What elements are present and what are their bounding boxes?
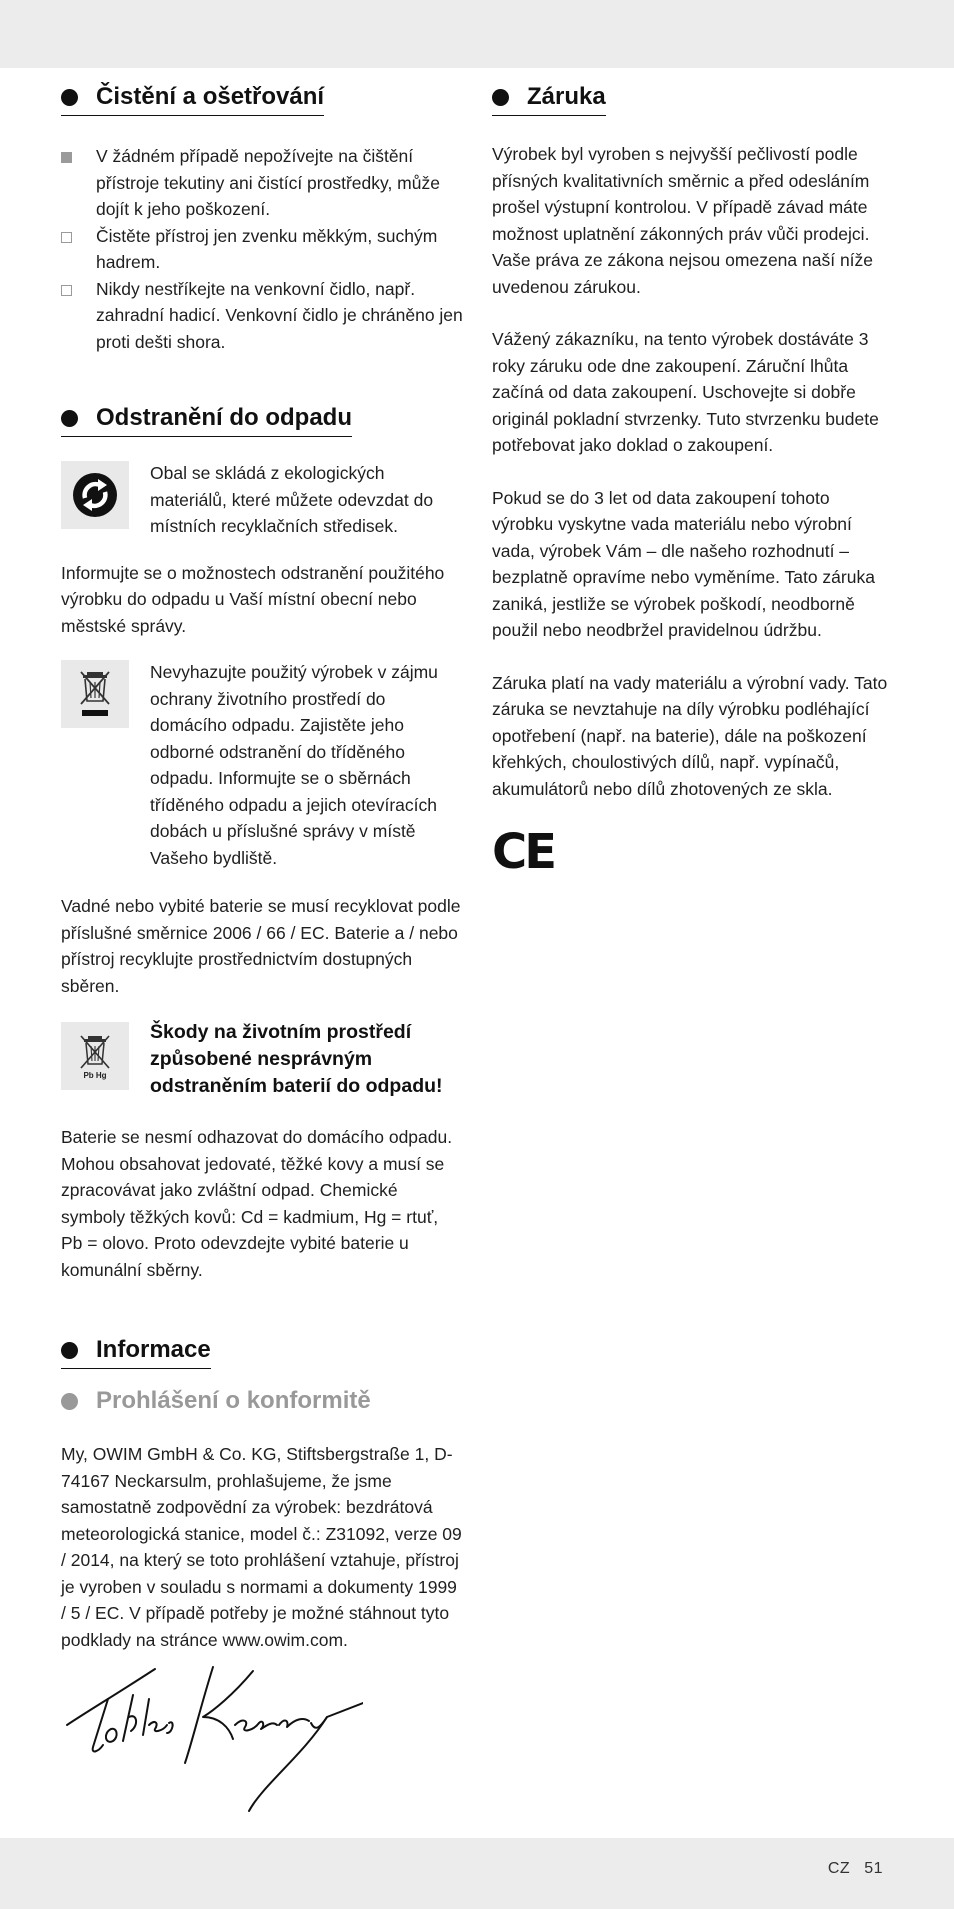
- battery-bin-icon: [61, 1022, 129, 1090]
- battery-icon-label: Pb Hg: [83, 1070, 107, 1080]
- battery-warning-text: Škody na životním prostředí způsobené nesprávným odstraněním baterií do odpadu!: [150, 1021, 443, 1097]
- list-item: Čistěte přístroj jen zvenku měkkým, suchým hadrem.: [61, 223, 463, 276]
- weee-block: [61, 659, 463, 871]
- crossed-bin-icon: [61, 660, 129, 728]
- top-band: [0, 0, 954, 68]
- warranty-paragraph: Vážený zákazníku, na tento výrobek dostáváte 3 roky záruku ode dne zakoupení. Záruční lhůta začíná od data zakoupení. Uschovejte si dobře originál pokladní stvrzenky. Tuto stvrzenku budete potřebovat jako doklad o zakoupení.: [492, 329, 879, 455]
- left-column: [61, 82, 463, 1820]
- filled-square-bullet-icon: [61, 152, 72, 163]
- bullet-dot-icon: [61, 1393, 78, 1410]
- bullet-dot-icon: [61, 1342, 78, 1359]
- list-item: Nikdy nestříkejte na venkovní čidlo, např. zahradní hadicí. Venkovní čidlo je chráněno jen proti dešti shora.: [61, 276, 463, 356]
- bullet-dot-icon: [492, 89, 509, 106]
- footer-language: CZ: [827, 1860, 851, 1877]
- cleaning-heading: [61, 82, 324, 116]
- disposal-title: Odstranění do odpadu: [96, 404, 352, 431]
- conformity-title: Prohlášení o konformitě: [96, 1387, 371, 1414]
- weee-text: Nevyhazujte použitý výrobek v zájmu ochrany životního prostředí do domácího odpadu. Zajistěte jeho odborné odstranění do tříděného odpadu. Informujte se o sběrnách tříděného odpadu a jejich otevíracích dobách u příslušné správy v místě Vašeho bydliště.: [150, 662, 438, 868]
- ce-mark-icon: CE: [492, 824, 555, 880]
- hollow-square-bullet-icon: [61, 232, 72, 243]
- warranty-title: Záruka: [527, 83, 606, 110]
- recycling-icon: [61, 461, 129, 529]
- conformity-text: My, OWIM GmbH & Co. KG, Stiftsbergstraße 1, D-74167 Neckarsulm, prohlašujeme, že jsme samostatně zodpovědní za výrobek: bezdrátová meteorologická stanice, model č.: Z31092, verze 09 / 2014, na který se toto prohlášení vztahuje, přístroj je vyroben v souladu s normami a dokumenty 1999 / 5 / EC. V případě potřeby je možné stáhnout tyto podklady na stránce www.owim.com.: [61, 1444, 462, 1650]
- battery-info-text: Baterie se nesmí odhazovat do domácího odpadu. Mohou obsahovat jedovaté, těžké kovy a musí se zpracovávat jako zvláštní odpad. Chemické symboly těžkých kovů: Cd = kadmium, Hg = rtuť, Pb = olovo. Proto odevzdejte vybité baterie u komunální sběrny.: [61, 1127, 453, 1280]
- warranty-heading: [492, 82, 606, 116]
- warranty-paragraph: Výrobek byl vyroben s nejvyšší pečlivostí podle přísných kvalitativních směrnic a před odesláním prošel výstupní kontrolou. V případě závad máte možnost uplatnění zákonných práv vůči prodejci. Vaše práva ze zákona nejsou omezena naší níže uvedenou zárukou.: [492, 144, 874, 297]
- cleaning-title: Čistění a ošetřování: [96, 83, 325, 110]
- bullet-dot-icon: [61, 410, 78, 427]
- bottom-band: [0, 1838, 954, 1909]
- information-title: Informace: [96, 1336, 211, 1363]
- packaging-block: [61, 460, 463, 540]
- signature-image: [63, 1665, 463, 1820]
- information-heading: [61, 1335, 211, 1369]
- battery-recycling-text: Vadné nebo vybité baterie se musí recyklovat podle příslušné směrnice 2006 / 66 / EC. Baterie a / nebo přístroj recyklujte prostřednictvím dostupných sběren.: [61, 896, 461, 996]
- battery-warning-block: [61, 1021, 463, 1100]
- disposal-heading: [61, 403, 352, 437]
- bullet-dot-icon: [61, 89, 78, 106]
- hollow-square-bullet-icon: [61, 285, 72, 296]
- right-column: [492, 82, 894, 880]
- list-item: V žádném případě nepožívejte na čištění přístroje tekutiny ani čistící prostředky, může dojít k jeho poškození.: [61, 143, 463, 223]
- page-footer: [828, 1860, 883, 1878]
- cleaning-list: [61, 143, 463, 355]
- warranty-paragraph: Záruka platí na vady materiálu a výrobní vady. Tato záruka se nevztahuje na díly výrobku podléhající opotřebení (např. na baterie), dále na poškození křehkých, choulostivých dílů, např. vypínačů, akumulátorů nebo dílů zhotovených ze skla.: [492, 672, 888, 799]
- packaging-text: Obal se skládá z ekologických materiálů, které můžete odevzdat do místních recyklačních středisek.: [150, 463, 434, 536]
- warranty-paragraph: Pokud se do 3 let od data zakoupení tohoto výrobku vyskytne vada materiálu nebo výrobní vada, výrobek Vám – dle našeho rozhodnutí – bezplatně opravíme nebo vyměníme. Tato záruka zaniká, jestliže se výrobek poškodí, neodborně použil nebo neodbržel pravidelnou údržbu.: [492, 487, 875, 640]
- page-number: 51: [864, 1860, 883, 1877]
- disposal-info-text: Informujte se o možnostech odstranění použitého výrobku do odpadu u Vaší místní obecní nebo městské správy.: [61, 562, 445, 636]
- conformity-heading: [61, 1386, 463, 1419]
